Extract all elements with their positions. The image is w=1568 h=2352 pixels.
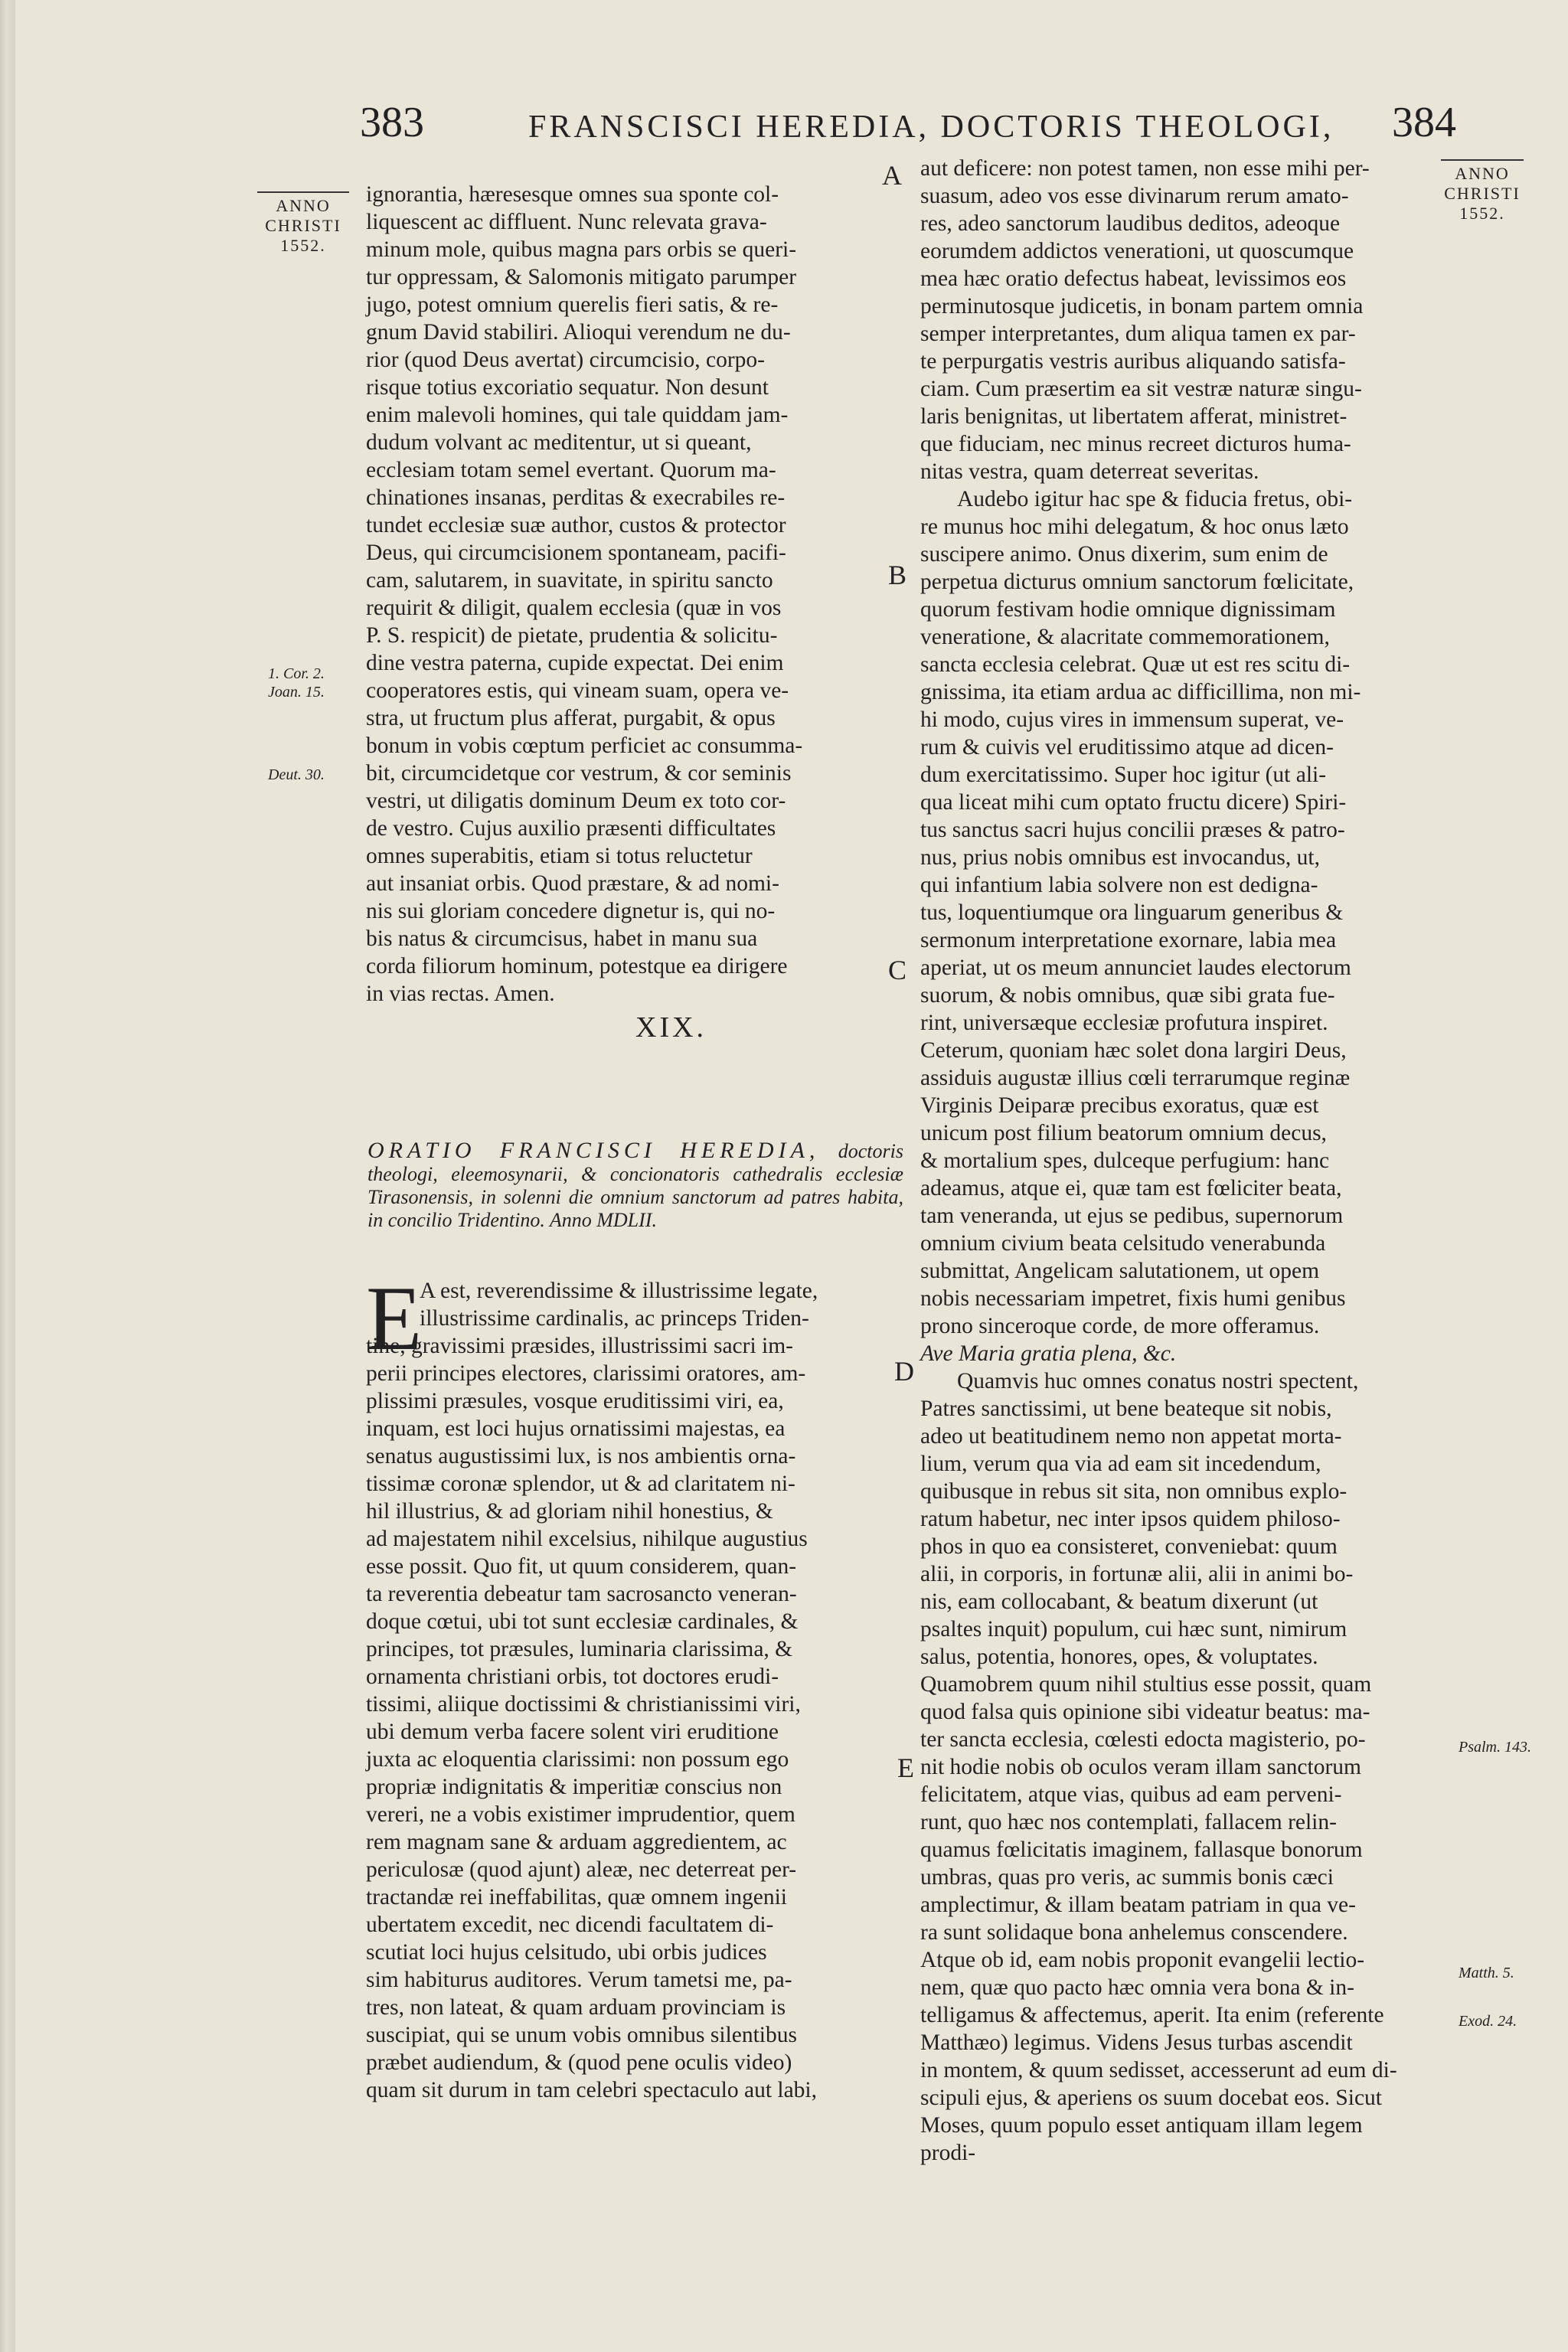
text-line: doque cœtui, ubi tot sunt ecclesiæ cardinales, &	[366, 1609, 799, 1634]
text-line: ornamenta christiani orbis, tot doctores erudi-	[366, 1664, 779, 1689]
text-line: ta reverentia debeatur tam sacrosancto veneran-	[366, 1582, 797, 1606]
text-line: plissimi præsules, vosque eruditissimi viri, ea,	[366, 1389, 784, 1413]
text-line: aut insaniat orbis. Quod præstare, & ad nomi-	[366, 871, 779, 896]
section-letter-c: C	[888, 955, 907, 985]
text-line: qua liceat mihi cum optato fructu dicere) Spiri-	[920, 790, 1347, 815]
anno-christi-right: ANNO CHRISTI 1552.	[1441, 159, 1524, 224]
left-column-top	[366, 181, 874, 1008]
text-line: rint, universæque ecclesiæ profutura inspiret.	[920, 1011, 1328, 1035]
text-line: suasum, adeo vos esse divinarum rerum amato-	[920, 184, 1349, 208]
text-line: scutiat loci hujus celsitudo, ubi orbis judices	[366, 1940, 767, 1965]
text-line: tractandæ rei ineffabilitas, quæ omnem ingenii	[366, 1885, 787, 1909]
text-line: nobis necessariam impetret, fixis humi genibus	[920, 1286, 1346, 1311]
text-line: dum exercitatissimo. Super hoc igitur (ut ali-	[920, 763, 1327, 787]
right-column	[920, 155, 1453, 2167]
text-line: scipuli ejus, & aperiens os suum docebat eos. Sicut	[920, 2086, 1383, 2110]
right-page-number: 384	[1392, 99, 1456, 146]
text-line: dudum volvant ac meditentur, ut si queant,	[366, 430, 752, 455]
text-line: ciam. Cum præsertim ea sit vestræ naturæ singu-	[920, 377, 1362, 401]
text-line: tissimæ coronæ splendor, ut & ad claritatem ni-	[366, 1472, 795, 1496]
text-line: omnium civium beata celsitudo venerabunda	[920, 1231, 1326, 1256]
text-line: quod falsa quis opinione sibi videatur beatus: ma-	[920, 1700, 1370, 1724]
text-line: hil illustrius, & ad gloriam nihil honestius, &	[366, 1499, 773, 1524]
text-line: Quamobrem quum nihil stultius esse possit, quam	[920, 1672, 1372, 1697]
text-line: tus, loquentiumque ora linguarum generibus &	[920, 900, 1344, 925]
text-line: que fiduciam, nec minus recreet dicturos huma-	[920, 432, 1351, 456]
text-line: Ceterum, quoniam hæc solet dona largiri Deus,	[920, 1038, 1347, 1063]
text-line: P. S. respicit) de pietate, prudentia & solicitu-	[366, 623, 778, 648]
oration-title-lead: ORATIO FRANCISCI HEREDIA,	[368, 1138, 820, 1163]
text-line: nus, prius nobis omnibus est invocandus, ut,	[920, 845, 1320, 870]
text-line: lium, verum qua via ad eam sit incedendum,	[920, 1452, 1321, 1476]
text-line: quorum festivam hodie omnique dignissimam	[920, 597, 1336, 622]
text-line: ad majestatem nihil excelsius, nihilque augustius	[366, 1527, 808, 1551]
text-line: re munus hoc mihi delegatum, & hoc onus læto	[920, 514, 1349, 539]
text-line: Deus, qui circumcisionem spontaneam, pacifi-	[366, 541, 786, 565]
text-line: quamus fœlicitatis imaginem, fallasque bonorum	[920, 1838, 1363, 1862]
text-line: senatus augustissimi lux, is nos ambientis orna-	[366, 1444, 796, 1468]
text-line: juxta ac eloquentia clarissimi: non possum ego	[366, 1747, 789, 1772]
section-letter-d: D	[894, 1356, 914, 1387]
section-number: XIX.	[635, 1011, 707, 1044]
text-line: ubertatem excedit, nec dicendi facultatem di-	[366, 1913, 774, 1937]
text-line: vestri, ut diligatis dominum Deum ex toto cor-	[366, 789, 786, 813]
margin-note-matth: Matth. 5.	[1459, 1965, 1514, 1981]
text-line: Matthæo) legimus. Videns Jesus turbas ascendit	[920, 2030, 1353, 2055]
running-head: FRANSCISCI HEREDIA, DOCTORIS THEOLOGI,	[528, 109, 1334, 145]
text-line: Audebo igitur hac spe & fiducia fretus, obi-	[957, 487, 1353, 511]
text-line: quam sit durum in tam celebri spectaculo aut labi,	[366, 2078, 818, 2102]
text-line: Ave Maria gratia plena, &c.	[920, 1341, 1177, 1366]
text-line: cooperatores estis, qui vineam suam, opera ve-	[366, 678, 789, 703]
text-line: tissimi, aliique doctissimi & christianissimi viri,	[366, 1692, 801, 1717]
left-column-body	[366, 1267, 874, 2104]
text-line: dine vestra paterna, cupide expectat. Dei enim	[366, 651, 784, 675]
margin-note-psalm: Psalm. 143.	[1459, 1739, 1531, 1756]
text-line: cam, salutarem, in suavitate, in spiritu sancto	[366, 568, 773, 593]
text-line: umbras, quas pro veris, ac summis bonis cæci	[920, 1865, 1334, 1890]
text-line: vereri, ne a vobis existimer imprudentior, quem	[366, 1802, 795, 1827]
text-line: Virginis Deiparæ precibus exoratus, quæ est	[920, 1093, 1319, 1118]
text-line: ter sancta ecclesia, cœlesti edocta magisterio, po-	[920, 1727, 1366, 1752]
text-line: runt, quo hæc nos contemplati, fallacem relin-	[920, 1810, 1337, 1834]
text-line: psaltes inquit) populum, cui hæc sunt, nimirum	[920, 1617, 1348, 1642]
text-line: aut deficere: non potest tamen, non esse mihi per-	[920, 156, 1370, 181]
text-line: ecclesiam totam semel evertant. Quorum ma-	[366, 458, 776, 482]
text-line: telligamus & affectemus, aperit. Ita enim (referente	[920, 2003, 1384, 2027]
text-line: liquescent ac diffluent. Nunc relevata grava-	[366, 210, 767, 234]
text-line: jugo, potest omnium querelis fieri satis, & re-	[366, 292, 779, 317]
book-edge	[0, 0, 15, 2352]
text-line: suorum, & nobis omnibus, quæ sibi grata fue-	[920, 983, 1335, 1008]
text-line: eorumdem addictos venerationi, ut quoscumque	[920, 239, 1354, 263]
text-line: enim malevoli homines, qui tale quiddam jam-	[366, 403, 789, 427]
text-line: tus sanctus sacri hujus concilii præses & patro-	[920, 818, 1345, 842]
text-line: bis natus & circumcisus, habet in manu sua	[366, 926, 758, 951]
oration-title	[368, 1139, 903, 1232]
text-line: amplectimur, & illam beatam patriam in qua ve-	[920, 1893, 1356, 1917]
text-line: stra, ut fructum plus afferat, purgabit, & opus	[366, 706, 776, 730]
text-line: adeamus, atque ei, quæ tam est fœliciter beata,	[920, 1176, 1342, 1200]
text-line: principes, tot præsules, luminaria clarissima, &	[366, 1637, 793, 1661]
text-line: salus, potentia, honores, opes, & voluptates.	[920, 1645, 1318, 1669]
text-line: perminutosque judicetis, in bonam partem omnia	[920, 294, 1364, 318]
text-line: perpetua dicturus omnium sanctorum fœlicitate,	[920, 570, 1354, 594]
text-line: tur oppressam, & Salomonis mitigato parumper	[366, 265, 797, 289]
section-letter-b: B	[888, 560, 907, 590]
left-page-number: 383	[360, 99, 424, 146]
text-line: veneratione, & alacritate commemorationem,	[920, 625, 1330, 649]
text-line: qui infantium labia solvere non est dedigna-	[920, 873, 1318, 897]
text-line: suscipere animo. Onus dixerim, sum enim de	[920, 542, 1328, 567]
section-letter-e: E	[897, 1753, 914, 1783]
margin-note-joan: Joan. 15.	[268, 684, 325, 701]
text-line: sim habiturus auditores. Verum tametsi me, pa-	[366, 1968, 792, 1992]
margin-note-exod: Exod. 24.	[1459, 2013, 1517, 2030]
drop-cap: E	[366, 1267, 423, 1369]
oration-title-rest: doctoris theologi, eleemosynarii, & concionatoris cathedralis ecclesiæ Tirasonensis, in solenni die omnium sanctorum ad patres habita, in concilio Tridentino. Anno MDLII.	[368, 1140, 903, 1231]
text-line: res, adeo sanctorum laudibus deditos, adeoque	[920, 211, 1341, 236]
text-line: Atque ob id, eam nobis proponit evangelii lectio-	[920, 1948, 1365, 1972]
text-line: ignorantia, hæresesque omnes sua sponte col-	[366, 182, 779, 207]
text-line: præbet audiendum, & (quod pene oculis video)	[366, 2050, 792, 2075]
text-line: quibusque in rebus sit sita, non omnibus explo-	[920, 1479, 1348, 1504]
text-line: ubi demum verba facere solent viri eruditione	[366, 1720, 779, 1744]
text-line: felicitatem, atque vias, quibus ad eam perveni-	[920, 1782, 1342, 1807]
text-line: corda filiorum hominum, potestque ea dirigere	[366, 954, 788, 978]
text-line: alii, in corporis, in fortunæ alii, alii in animi bo-	[920, 1562, 1354, 1586]
text-line: inquam, est loci hujus ornatissimi majestas, ea	[366, 1416, 786, 1441]
text-line: hi modo, cujus vires in immensum superat, ve-	[920, 707, 1344, 732]
text-line: Quamvis huc omnes conatus nostri spectent,	[957, 1369, 1359, 1393]
text-line: aperiat, ut os meum annunciet laudes electorum	[920, 956, 1351, 980]
text-line: illustrissime cardinalis, ac princeps Triden-	[420, 1306, 809, 1331]
margin-note-deut: Deut. 30.	[268, 766, 325, 783]
text-line: in vias rectas. Amen.	[366, 982, 555, 1006]
text-line: in montem, & quum sedisset, accesserunt ad eum di-	[920, 2058, 1397, 2082]
section-letter-a: A	[882, 160, 902, 191]
text-line: de vestro. Cujus auxilio præsenti difficultates	[366, 816, 776, 841]
text-line: rem magnam sane & arduam aggredientem, ac	[366, 1830, 787, 1854]
text-line: propriæ indignitatis & imperitiæ conscius non	[366, 1775, 782, 1799]
text-line: nem, quæ quo pacto hæc omnia vera bona & in-	[920, 1975, 1354, 2000]
text-line: Patres sanctissimi, ut bene beateque sit nobis,	[920, 1396, 1332, 1421]
text-line: adeo ut beatitudinem nemo non appetat morta-	[920, 1424, 1342, 1449]
text-line: nit hodie nobis ob oculos veram illam sanctorum	[920, 1755, 1361, 1779]
text-line: nitas vestra, quam deterreat severitas.	[920, 459, 1259, 484]
text-line: gnissima, ita etiam ardua ac difficillima, non mi-	[920, 680, 1361, 704]
text-line: esse possit. Quo fit, ut quum considerem, quan-	[366, 1554, 797, 1579]
text-line: Moses, quum populo esset antiquam illam legem	[920, 2113, 1363, 2138]
text-line: nis, eam collocabant, & beatum dixerunt (ut	[920, 1589, 1318, 1614]
text-line: rior (quod Deus avertat) circumcisio, corpo-	[366, 348, 765, 372]
text-line: periculosæ (quod ajunt) aleæ, nec deterreat per-	[366, 1857, 797, 1882]
text-line: submittat, Angelicam salutationem, ut opem	[920, 1259, 1320, 1283]
text-line: suscipiat, qui se unum vobis omnibus silentibus	[366, 2023, 797, 2047]
text-line: perii principes electores, clarissimi oratores, am-	[366, 1361, 806, 1386]
margin-note-cor: 1. Cor. 2.	[268, 665, 325, 682]
text-line: tundet ecclesiæ suæ author, custos & protector	[366, 513, 786, 537]
text-line: bonum in vobis cœptum perficiet ac consumma-	[366, 733, 803, 758]
text-line: rum & cuivis vel eruditissimo atque ad dicen-	[920, 735, 1334, 760]
text-line: minum mole, quibus magna pars orbis se queri-	[366, 237, 797, 262]
text-line: tine, gravissimi præsides, illustrissimi sacri im-	[366, 1334, 794, 1358]
text-line: gnum David stabiliri. Alioqui verendum ne du-	[366, 320, 791, 345]
text-line: sermonum interpretatione exornare, labia mea	[920, 928, 1337, 952]
text-line: risque totius excoriatio sequatur. Non desunt	[366, 375, 769, 400]
text-line: mea hæc oratio defectus habeat, levissimos eos	[920, 266, 1347, 291]
text-line: tres, non lateat, & quam arduam provinciam is	[366, 1995, 786, 2020]
text-line: A est, reverendissime & illustrissime legate,	[420, 1279, 818, 1303]
text-line: requirit & diligit, qualem ecclesia (quæ in vos	[366, 596, 782, 620]
text-line: prono sinceroque corde, de more offeramus.	[920, 1314, 1320, 1338]
text-line: phos in quo ea consisteret, conveniebat: quum	[920, 1534, 1338, 1559]
text-line: ratum habetur, nec inter ipsos quidem philoso-	[920, 1507, 1341, 1531]
text-line: tam veneranda, ut ejus se pedibus, supernorum	[920, 1204, 1344, 1228]
anno-christi-left: ANNO CHRISTI 1552.	[257, 191, 349, 256]
text-line: prodi-	[920, 2141, 976, 2165]
text-line: bit, circumcidetque cor vestrum, & cor seminis	[366, 761, 792, 786]
text-line: nis sui gloriam concedere dignetur is, qui no-	[366, 899, 776, 923]
text-line: chinationes insanas, perditas & execrabiles re-	[366, 485, 786, 510]
text-line: unicum post filium beatorum omnium decus,	[920, 1121, 1327, 1145]
text-line: te perpurgatis vestris auribus aliquando satisfa-	[920, 349, 1346, 374]
text-line: laris benignitas, ut libertatem afferat, ministret-	[920, 404, 1348, 429]
text-line: semper interpretantes, dum aliqua tamen ex par-	[920, 322, 1356, 346]
text-line: & mortalium spes, dulceque perfugium: hanc	[920, 1148, 1330, 1173]
text-line: ra sunt solidaque bona anhelemus conscendere.	[920, 1920, 1348, 1945]
text-line: omnes superabitis, etiam si totus reluctetur	[366, 844, 753, 868]
text-line: sancta ecclesia celebrat. Quæ ut est res scitu di-	[920, 652, 1351, 677]
text-line: assiduis augustæ illius cœli terrarumque reginæ	[920, 1066, 1351, 1090]
